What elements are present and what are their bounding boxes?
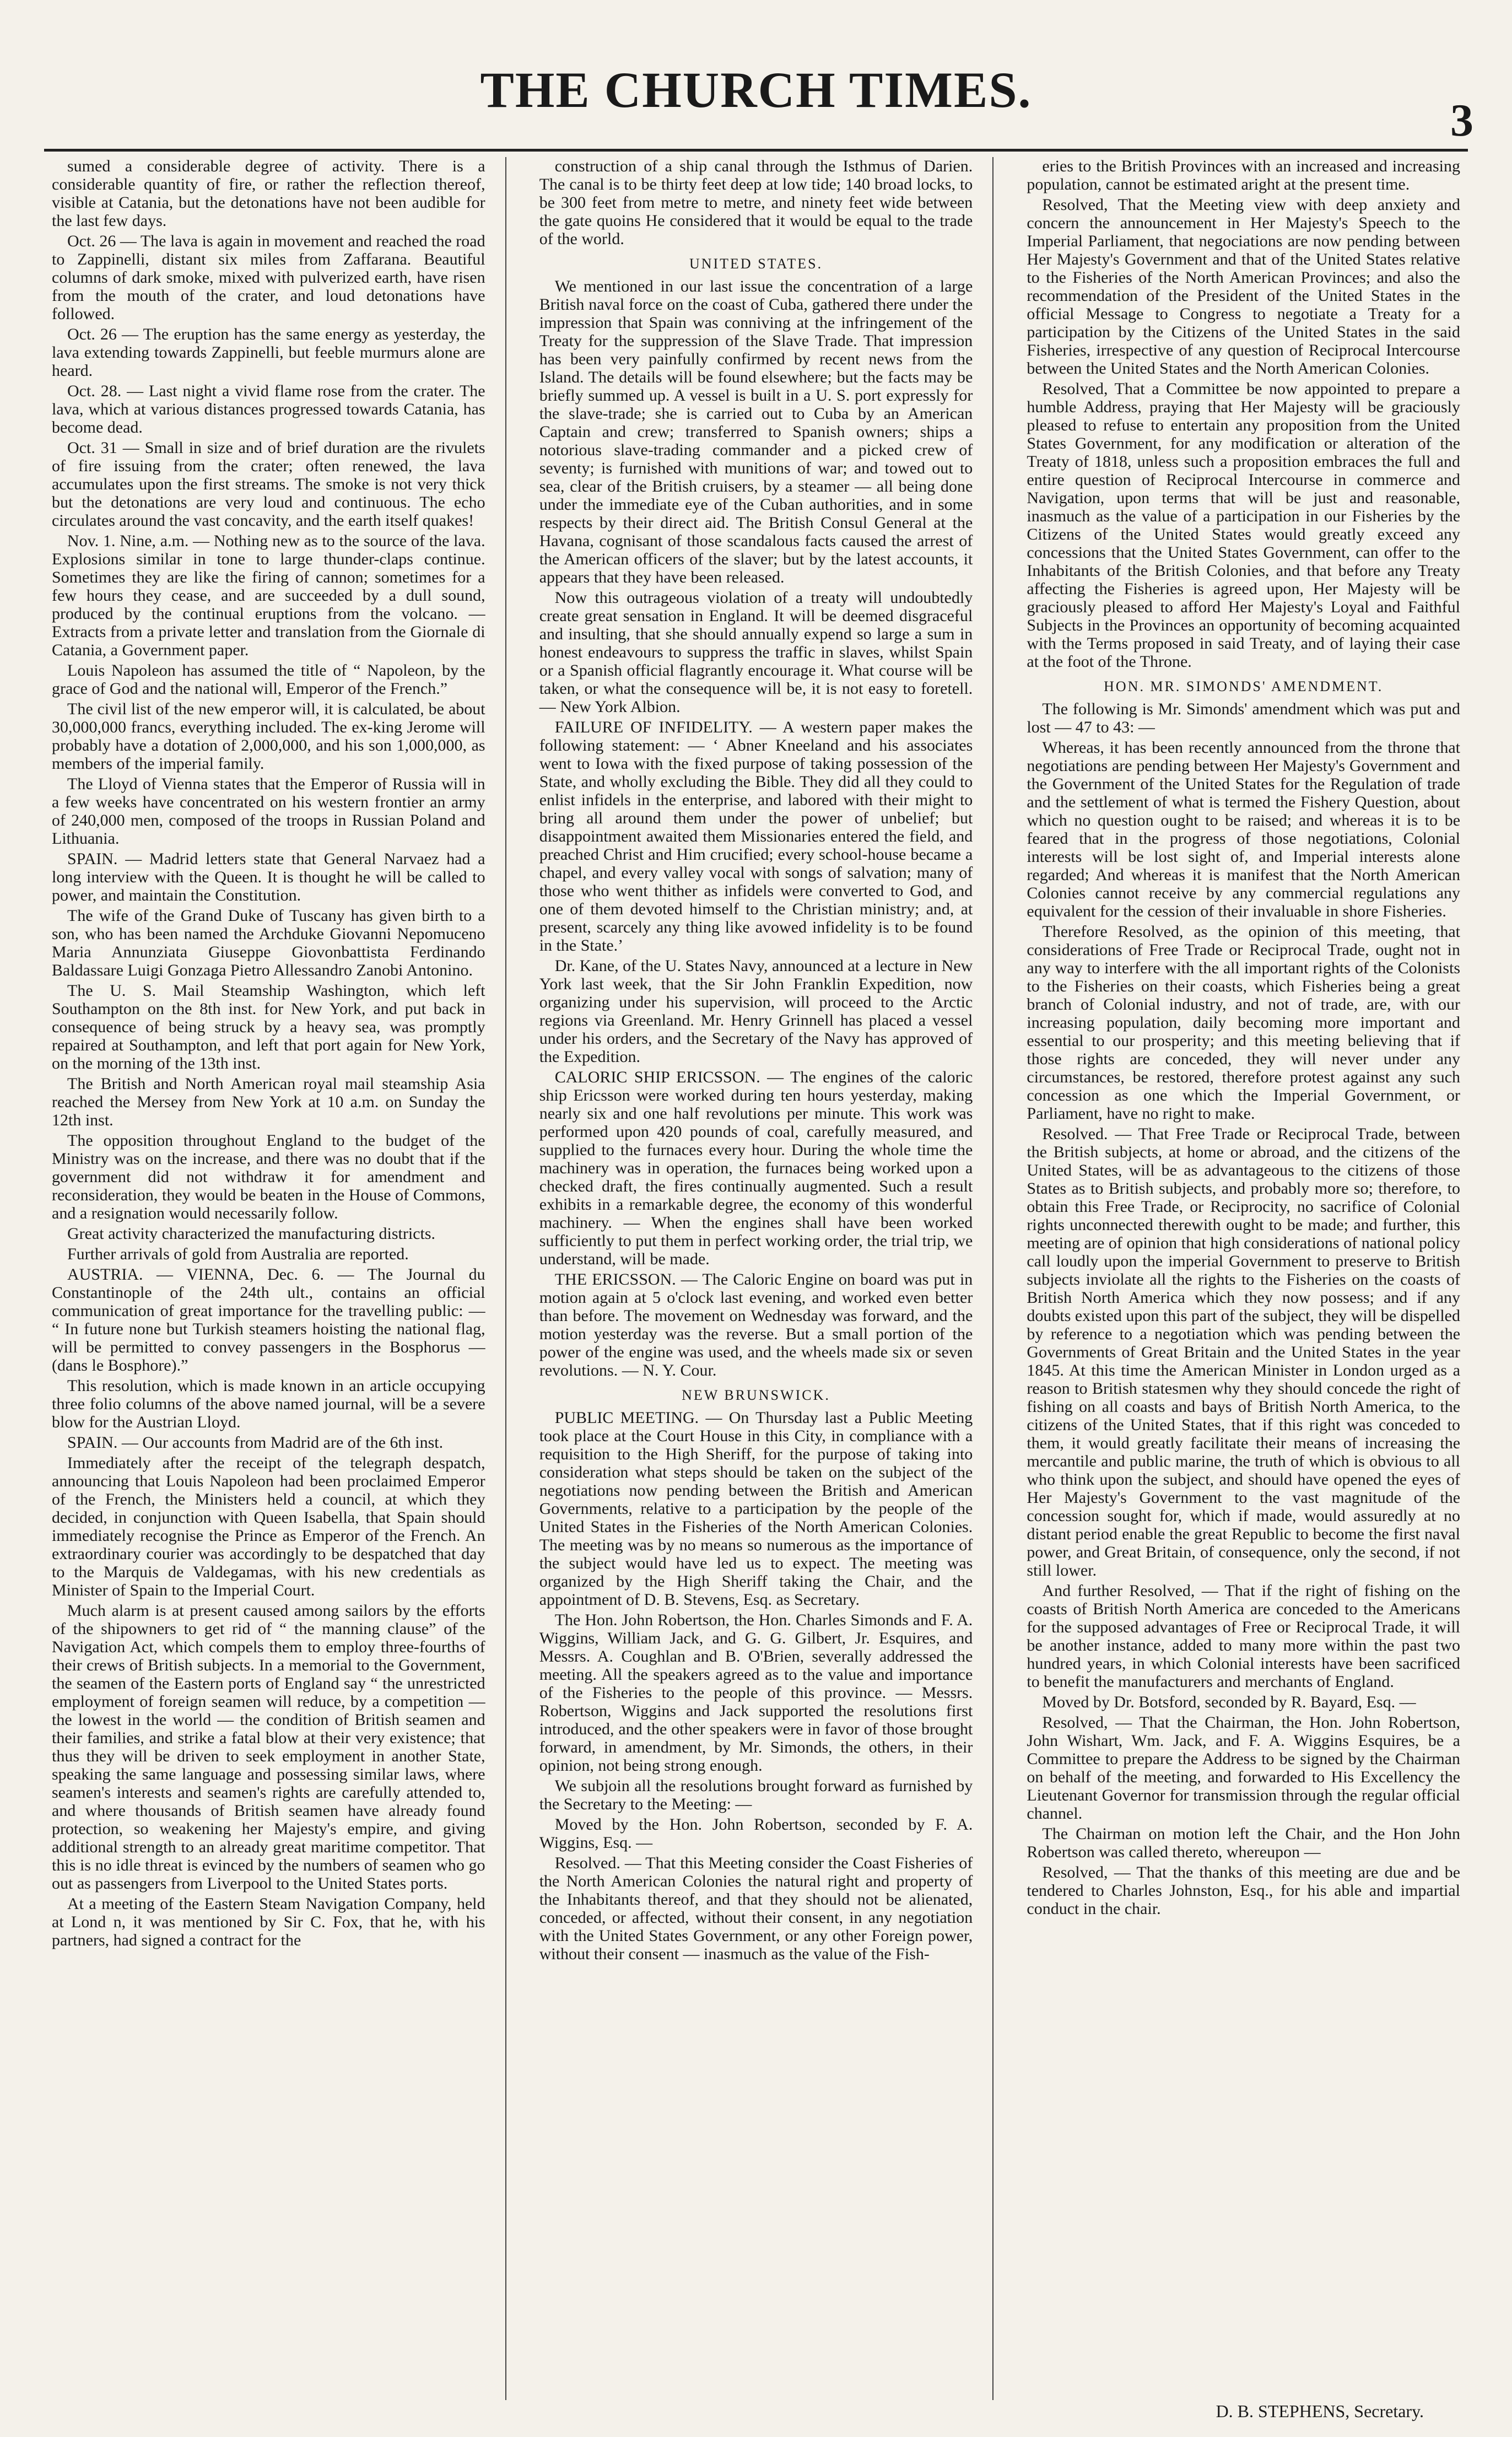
- paragraph: Resolved, — That the thanks of this meeting are due and be tendered to Charles Johnston, Esq., for his able and impartial conduct in the chair.: [1027, 1863, 1461, 1918]
- paragraph: Whereas, it has been recently announced from the throne that negotiations are pending between Her Majesty's Government and the Government of the United States for the Regulation of trade and the settlement of what is termed the Fishery Question, about which no question ought to be raised; and whereas it is to be feared that in the progress of those negotiations, Colonial interests will be lost sight of, and Imperial interests alone regarded; And whereas it is manifest that the North American Colonies cannot receive by any commercial regulations any equivalent for the cession of their invaluable in shore Fisheries.: [1027, 738, 1461, 920]
- paragraph: Moved by the Hon. John Robertson, seconded by F. A. Wiggins, Esq. —: [539, 1815, 973, 1852]
- paragraph: THE ERICSSON. — The Caloric Engine on board was put in motion again at 5 o'clock last evening, and worked even better than before. The movement on Wednesday was forward, and the motion yesterday was the reverse. But a small portion of the power of the engine was used, and the wheels made six or seven revolutions. — N. Y. Cour.: [539, 1270, 973, 1379]
- paragraph: The wife of the Grand Duke of Tuscany has given birth to a son, who has been named the Archduke Giovanni Nepomuceno Maria Annunziata Giuseppe Giovonbattista Ferdinando Baldassare Luigi Gonzaga Pietro Allessandro Zanobi Antonino.: [52, 907, 485, 979]
- article-columns: [44, 157, 1468, 2400]
- paragraph: Resolved. — That this Meeting consider the Coast Fisheries of the North American Colonies the natural right and property of the Inhabitants thereof, and that they should not be alienated, conceded, or affected, without their consent, in any negotiation with the United States Government, or any other Foreign power, without their consent — inasmuch as the value of the Fish-: [539, 1854, 973, 1963]
- paragraph: The Lloyd of Vienna states that the Emperor of Russia will in a few weeks have concentrated on his western frontier an army of 240,000 men, composed of the troops in Russian Poland and Lithuania.: [52, 775, 485, 848]
- section-heading: NEW BRUNSWICK.: [682, 1387, 830, 1403]
- paragraph: Great activity characterized the manufacturing districts.: [67, 1225, 436, 1243]
- paragraph: Louis Napoleon has assumed the title of “ Napoleon, by the grace of God and the national will, Emperor of the French.”: [52, 661, 485, 698]
- paragraph: SPAIN. — Madrid letters state that General Narvaez had a long interview with the Queen. It is thought he will be called to power, and maintain the Constitution.: [52, 850, 485, 904]
- paragraph: sumed a considerable degree of activity. There is a considerable quantity of fire, or rather the reflection thereof, visible at Catania, but the detonations have not been audible for the last few days.: [52, 157, 485, 230]
- column-divider: [992, 157, 1019, 2400]
- paragraph: Immediately after the receipt of the telegraph despatch, announcing that Louis Napoleon had been proclaimed Emperor of the French, the Ministers held a council, at which they decided, in conjunction with Queen Isabella, that Spain should immediately recognise the Prince as Emperor of the French. An extraordinary courier was accordingly to be despatched that day to the Marquis de Valdegamas, with his new credentials as Minister of Spain to the Imperial Court.: [52, 1454, 485, 1599]
- paragraph: Resolved, That the Meeting view with deep anxiety and concern the announcement in Her Majesty's Speech to the Imperial Parliament, that negociations are now pending between Her Majesty's Government and that of the United States relative to the Fisheries of the North American Provinces; and also the recommendation of the President of the United States in the official Message to Congress to negotiate a Treaty for a participation by the Citizens of the United States in the said Fisheries, irrespective of any question of Reciprocal Intercourse between the United States and the North American Colonies.: [1027, 196, 1461, 378]
- masthead-rule: [44, 149, 1468, 152]
- paragraph: Now this outrageous violation of a treaty will undoubtedly create great sensation in England. It will be deemed disgraceful and insulting, that she should annually expend so large a sum in honest endeavours to suppress the traffic in slaves, whilst Spain or a Spanish official flagrantly encourage it. What course will be taken, or what the consequence will be, it is not easy to foretell. — New York Albion.: [539, 589, 973, 716]
- paragraph: The Chairman on motion left the Chair, and the Hon John Robertson was called thereto, whereupon —: [1027, 1825, 1461, 1861]
- paragraph: The British and North American royal mail steamship Asia reached the Mersey from New York at 10 a.m. on Sunday the 12th inst.: [52, 1075, 485, 1129]
- secretary-signature: D. B. STEPHENS, Secretary.: [1216, 2401, 1424, 2421]
- column-3: [1019, 157, 1468, 2400]
- paragraph: Nov. 1. Nine, a.m. — Nothing new as to the source of the lava. Explosions similar in tone to large thunder-claps continue. Sometimes they are like the firing of cannon; sometimes for a few hours they cease, and are succeeded by a dull sound, produced by the continual eruptions from the volcano. — Extracts from a private letter and translation from the Giornale di Catania, a Government paper.: [52, 532, 485, 659]
- paragraph: CALORIC SHIP ERICSSON. — The engines of the caloric ship Ericsson were worked during ten hours yesterday, making nearly six and one half revolutions per minute. This work was performed upon 420 pounds of coal, carefully measured, and supplied to the furnaces every hour. During the whole time the machinery was in operation, the furnaces being worked upon a checked draft, the fires continually augmented. Such a result exhibits in a remarkable degree, the economy of this wonderful machinery. — When the engines shall have been worked sufficiently to put them in perfect working order, the trial trip, we understand, will be made.: [539, 1068, 973, 1268]
- paragraph: Oct. 26 — The lava is again in movement and reached the road to Zappinelli, distant six miles from Zaffarana. Beautiful columns of dark smoke, mixed with pulverized earth, have risen from the mouth of the crater, and loud detonations have followed.: [52, 232, 485, 323]
- paragraph: Resolved, That a Committee be now appointed to prepare a humble Address, praying that Her Majesty will be graciously pleased to refuse to entertain any proposition from the United States Government, for any modification or alteration of the Treaty of 1818, unless such a proposition embraces the full and entire question of Reciprocal Intercourse in commerce and Navigation, upon terms that will be just and reasonable, inasmuch as the value of a participation in our Fisheries by the Citizens of the United States would greatly exceed any concessions that the United States Government, can offer to the Inhabitants of the British Colonies, and that before any Treaty affecting the Fisheries is agreed upon, Her Majesty will be graciously pleased to afford Her Majesty's Loyal and Faithful Subjects in the Provinces an opportunity of becoming acquainted with the Terms proposed in said Treaty, and of laying their case at the foot of the Throne.: [1027, 380, 1461, 671]
- paragraph: AUSTRIA. — VIENNA, Dec. 6. — The Journal du Constantinople of the 24th ult., contains an official communication of great importance for the travelling public: — “ In future none but Turkish steamers hoisting the national flag, will be permitted to convey passengers in the Bosphorus — (dans le Bosphore).”: [52, 1265, 485, 1374]
- paragraph: We subjoin all the resolutions brought forward as furnished by the Secretary to the Meeting: —: [539, 1777, 973, 1813]
- paragraph: The Hon. John Robertson, the Hon. Charles Simonds and F. A. Wiggins, William Jack, and G. G. Gilbert, Jr. Esquires, and Messrs. A. Coughlan and B. O'Brien, severally addressed the meeting. All the speakers agreed as to the value and importance of the Fisheries to the people of this province. — Messrs. Robertson, Wiggins and Jack supported the resolutions first introduced, and the other speakers were in favor of those brought forward, in amendment, by Mr. Simonds, the others, in their opinion, not being strong enough.: [539, 1611, 973, 1775]
- paragraph: The civil list of the new emperor will, it is calculated, be about 30,000,000 francs, everything included. The ex-king Jerome will probably have a dotation of 2,000,000, and his son 1,000,000, as members of the imperial family.: [52, 700, 485, 773]
- paragraph: And further Resolved, — That if the right of fishing on the coasts of British North America are conceded to the Americans for the supposed advantages of Free or Reciprocal Trade, it will be another instance, added to many more within the past two hundred years, in which Colonial interests have been sacrificed to benefit the manufacturers and merchants of England.: [1027, 1582, 1461, 1691]
- paragraph: The U. S. Mail Steamship Washington, which left Southampton on the 8th inst. for New York, and put back in consequence of being struck by a heavy sea, was promptly repaired at Southampton, and left that port again for New York, on the morning of the 13th inst.: [52, 982, 485, 1072]
- column-1: [44, 157, 493, 2400]
- paragraph: We mentioned in our last issue the concentration of a large British naval force on the coast of Cuba, gathered there under the impression that Spain was conniving at the infringement of the Treaty for the suppression of the Slave Trade. That impression has been very painfully confirmed by recent news from the Island. The details will be found elsewhere; but the facts may be briefly summed up. A vessel is built in a U. S. port expressly for the slave-trade; she is carried out to Cuba by an American Captain and crew; transferred to Spanish owners; ships a notorious slave-trading commander and a picked crew of seventy; is furnished with munitions of war; and towed out to sea, clear of the British cruisers, by a steamer — all being done under the immediate eye of the Cuban authorities, and in some respects by their direct aid. The British Consul General at the Havana, cognisant of those scandalous facts caused the arrest of the American officers of the slaver; but by the latest accounts, it appears that they have been released.: [539, 277, 973, 586]
- paragraph: Oct. 26 — The eruption has the same energy as yesterday, the lava extending towards Zappinelli, but feeble murmurs alone are heard.: [52, 325, 485, 380]
- paragraph: Much alarm is at present caused among sailors by the efforts of the shipowners to get rid of “ the manning clause” of the Navigation Act, which compels them to employ three-fourths of their crews of British subjects. In a memorial to the Government, the seamen of the Eastern ports of England say “ the unrestricted employment of foreign seamen will reduce, by a competition — the lowest in the world — the condition of British seamen and their families, and strike a fatal blow at their very existence; that thus they will be driven to seek employment in another State, speaking the same language and possessing similar laws, where seamen's interests and seamen's rights are carefully attended to, and where thousands of British seamen have already found protection, so weakening her Majesty's empire, and giving additional strength to an already great maritime competitor. That this is no idle threat is evinced by the numbers of seamen who go out as passengers from Liverpool to the United States ports.: [52, 1602, 485, 1893]
- paragraph: Further arrivals of gold from Australia are reported.: [67, 1245, 409, 1263]
- column-2: [532, 157, 981, 2400]
- paragraph: PUBLIC MEETING. — On Thursday last a Public Meeting took place at the Court House in this City, in compliance with a requisition to the High Sheriff, for the purpose of taking into consideration what steps should be taken on the subject of the negotiations now pending between the British and American Governments, relative to a participation by the people of the United States in the Fisheries of the North American Colonies. The meeting was by no means so numerous as the importance of the subject would have led us to expect. The meeting was organized by the High Sheriff taking the Chair, and the appointment of D. B. Stevens, Esq. as Secretary.: [539, 1409, 973, 1609]
- paragraph: The opposition throughout England to the budget of the Ministry was on the increase, and there was no doubt that if the government did not withdraw it for amendment and reconsideration, they would be beaten in the House of Commons, and a resignation would necessarily follow.: [52, 1131, 485, 1222]
- paragraph: Oct. 31 — Small in size and of brief duration are the rivulets of fire issuing from the crater; often renewed, the lava accumulates upon the first streams. The smoke is not very thick but the detonations are very loud and continuous. The echo circulates around the vast concavity, and the earth itself quakes!: [52, 439, 485, 530]
- paragraph: construction of a ship canal through the Isthmus of Darien. The canal is to be thirty feet deep at low tide; 140 broad locks, to be 300 feet from metre to metre, and ninety feet wide between the gate quoins He considered that it would be equal to the trade of the world.: [539, 157, 973, 248]
- paragraph: Moved by Dr. Botsford, seconded by R. Bayard, Esq. —: [1042, 1693, 1416, 1711]
- paragraph: The following is Mr. Simonds' amendment which was put and lost — 47 to 43: —: [1027, 700, 1461, 736]
- section-heading: UNITED STATES.: [689, 256, 823, 272]
- paragraph: Therefore Resolved, as the opinion of this meeting, that considerations of Free Trade or Reciprocal Trade, ought not in any way to interfere with the all important rights of the Colonists to the Fisheries on their coasts, which Fisheries being a great branch of Colonial industry, and not of trade, are, with our increasing population, daily becoming more important and essential to our prosperity; and this meeting believing that if those rights are conceded, they will never under any circumstances, be restored, therefore protest against any such concession as one which the Imperial Government, or Parliament, have no right to make.: [1027, 923, 1461, 1123]
- paragraph: Resolved, — That the Chairman, the Hon. John Robertson, John Wishart, Wm. Jack, and F. A. Wiggins Esquires, be a Committee to prepare the Address to be signed by the Chairman on behalf of the meeting, and forwarded to His Excellency the Lieutenant Governor for transmission through the regular official channel.: [1027, 1713, 1461, 1823]
- paragraph: At a meeting of the Eastern Steam Navigation Company, held at Lond n, it was mentioned by Sir C. Fox, that he, with his partners, had signed a contract for the: [52, 1895, 485, 1949]
- paragraph: SPAIN. — Our accounts from Madrid are of the 6th inst.: [67, 1433, 444, 1452]
- paragraph: eries to the British Provinces with an increased and increasing population, cannot be estimated aright at the present time.: [1027, 157, 1461, 193]
- section-heading: HON. MR. SIMONDS' AMENDMENT.: [1104, 678, 1384, 694]
- paragraph: Oct. 28. — Last night a vivid flame rose from the crater. The lava, which at various distances progressed towards Catania, has become dead.: [52, 382, 485, 436]
- paragraph: Dr. Kane, of the U. States Navy, announced at a lecture in New York last week, that the Sir John Franklin Expedition, now organizing under his supervision, will proceed to the Arctic regions via Greenland. Mr. Henry Grinnell has placed a vessel under his orders, and the Secretary of the Navy has approved of the Expedition.: [539, 957, 973, 1066]
- paragraph: This resolution, which is made known in an article occupying three folio columns of the above named journal, will be a severe blow for the Austrian Lloyd.: [52, 1377, 485, 1431]
- page-number: 3: [1450, 95, 1473, 146]
- masthead: [0, 61, 1512, 143]
- column-divider: [505, 157, 532, 2400]
- paragraph: FAILURE OF INFIDELITY. — A western paper makes the following statement: — ‘ Abner Kneeland and his associates went to Iowa with the fixed purpose of taking possession of the State, and wholly excluding the Bible. They did all they could to enlist infidels in the enterprise, and labored with their might to bring all around them under the power of unbelief; but disappointment awaited them Missionaries entered the field, and preached Christ and Him crucified; every school-house became a chapel, and every valley vocal with songs of salvation; many of those who went thither as infidels were converted to God, and one of them devoted himself to the Christian ministry; and, at present, scarcely any thing like avowed infidelity is to be found in the State.’: [539, 718, 973, 955]
- paragraph: Resolved. — That Free Trade or Reciprocal Trade, between the British subjects, at home or abroad, and the citizens of the United States, will be as advantageous to the citizens of those States as to British subjects, and probably more so; therefore, to obtain this Free Trade, or Reciprocity, no sacrifice of Colonial rights unconnected therewith ought to be made; and further, this meeting are of opinion that high considerations of national policy call loudly upon the imperial Government to preserve to British subjects inviolate all the rights to the Fisheries on the coasts of British North America which they now possess; and if any doubts existed upon this part of the subject, they will be dispelled by reference to a negotiation which was pending between the Governments of Great Britain and the United States in the year 1845. At this time the American Minister in London urged as a reason to British statesmen why they should concede the right of fishing on all coasts and bays of British North America, to the citizens of the United States, that if this right was conceded to them, it would greatly facilitate their means of increasing the mercantile and public marine, the truth of which is obvious to all who think upon the subject, and should have opened the eyes of Her Majesty's Government to the vast magnitude of the concession sought for, which if made, would assuredly at no distant period enable the great Republic to become the first naval power, and Great Britain, of consequence, only the second, if not still lower.: [1027, 1125, 1461, 1579]
- masthead-title: THE CHURCH TIMES.: [480, 62, 1032, 118]
